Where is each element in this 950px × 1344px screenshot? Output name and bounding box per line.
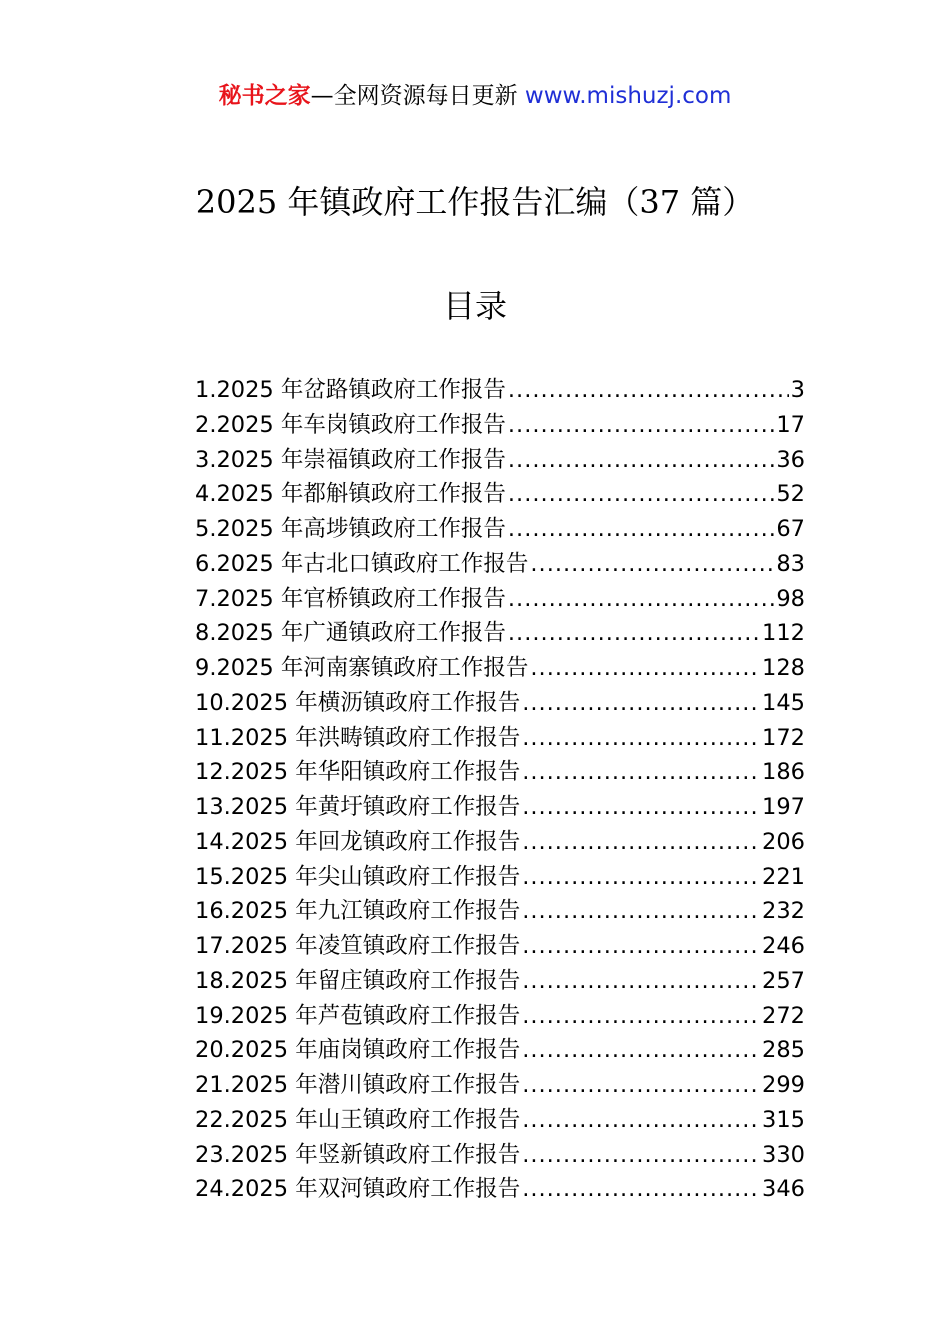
toc-entry-label: 7.2025 年官桥镇政府工作报告 bbox=[195, 585, 506, 612]
toc-entry-label: 4.2025 年都斛镇政府工作报告 bbox=[195, 481, 506, 508]
toc-entry-label: 1.2025 年岔路镇政府工作报告 bbox=[195, 377, 506, 403]
toc-dot-leader bbox=[522, 860, 760, 895]
toc-entry[interactable] bbox=[195, 1103, 805, 1138]
toc-entry-label: 3.2025 年崇福镇政府工作报告 bbox=[195, 446, 506, 473]
toc-entry-label: 5.2025 年高埗镇政府工作报告 bbox=[195, 516, 506, 542]
toc-entry-page: 285 bbox=[762, 1037, 805, 1064]
toc-entry[interactable] bbox=[195, 1138, 805, 1173]
toc-entry[interactable] bbox=[195, 373, 805, 408]
site-tagline: —全网资源每日更新 bbox=[310, 83, 525, 109]
toc-entry-page: 98 bbox=[776, 585, 805, 612]
toc-dot-leader bbox=[522, 1172, 760, 1207]
toc-entry[interactable] bbox=[195, 999, 805, 1034]
toc-entry-page: 346 bbox=[762, 1176, 805, 1203]
toc-entry[interactable] bbox=[195, 616, 805, 651]
toc-dot-leader bbox=[508, 616, 760, 651]
toc-entry[interactable] bbox=[195, 408, 805, 443]
toc-dot-leader bbox=[530, 651, 760, 686]
toc-entry[interactable] bbox=[195, 582, 805, 617]
toc-dot-leader bbox=[530, 547, 774, 582]
toc-entry-label: 8.2025 年广通镇政府工作报告 bbox=[195, 620, 506, 647]
toc-entry-page: 330 bbox=[762, 1141, 805, 1168]
toc-entry-page: 145 bbox=[762, 689, 805, 716]
toc-dot-leader bbox=[508, 582, 774, 617]
toc-entry-label: 20.2025 年庙岗镇政府工作报告 bbox=[195, 1037, 521, 1064]
toc-entry-label: 9.2025 年河南寨镇政府工作报告 bbox=[195, 655, 529, 681]
toc-entry-page: 246 bbox=[762, 933, 805, 959]
toc-entry[interactable] bbox=[195, 825, 805, 860]
toc-dot-leader bbox=[508, 373, 789, 408]
toc-entry-page: 232 bbox=[762, 898, 805, 925]
toc-dot-leader bbox=[522, 1138, 760, 1173]
toc-entry-page: 112 bbox=[762, 620, 805, 647]
toc-entry[interactable] bbox=[195, 1033, 805, 1068]
toc-entry-page: 52 bbox=[776, 481, 805, 508]
toc-entry[interactable] bbox=[195, 1068, 805, 1103]
toc-dot-leader bbox=[508, 477, 774, 512]
toc-entry[interactable] bbox=[195, 547, 805, 582]
toc-entry-label: 14.2025 年回龙镇政府工作报告 bbox=[195, 828, 521, 855]
toc-dot-leader bbox=[522, 999, 760, 1034]
table-of-contents bbox=[195, 373, 805, 1207]
toc-entry[interactable] bbox=[195, 1172, 805, 1207]
toc-dot-leader bbox=[522, 1068, 760, 1103]
toc-dot-leader bbox=[522, 1103, 760, 1138]
toc-entry-page: 17 bbox=[776, 411, 805, 438]
toc-entry[interactable] bbox=[195, 477, 805, 512]
toc-entry-label: 13.2025 年黄圩镇政府工作报告 bbox=[195, 794, 521, 820]
toc-entry-page: 315 bbox=[762, 1106, 805, 1133]
toc-entry[interactable] bbox=[195, 721, 805, 756]
toc-entry-page: 299 bbox=[762, 1072, 805, 1098]
site-url-link[interactable]: www.mishuzj.com bbox=[524, 83, 732, 109]
document-title: 2025 年镇政府工作报告汇编（37 篇） bbox=[195, 183, 755, 221]
toc-dot-leader bbox=[522, 825, 760, 860]
toc-dot-leader bbox=[522, 964, 760, 999]
toc-entry[interactable] bbox=[195, 929, 805, 964]
toc-entry-label: 17.2025 年凌笪镇政府工作报告 bbox=[195, 933, 521, 959]
toc-entry-page: 67 bbox=[776, 516, 805, 542]
toc-entry[interactable] bbox=[195, 860, 805, 895]
toc-entry-label: 6.2025 年古北口镇政府工作报告 bbox=[195, 550, 529, 577]
toc-entry-page: 206 bbox=[762, 828, 805, 855]
toc-entry-page: 172 bbox=[762, 724, 805, 751]
toc-entry-label: 2.2025 年车岗镇政府工作报告 bbox=[195, 411, 506, 438]
toc-entry-label: 22.2025 年山王镇政府工作报告 bbox=[195, 1106, 521, 1133]
toc-entry-label: 24.2025 年双河镇政府工作报告 bbox=[195, 1176, 521, 1203]
toc-entry-label: 10.2025 年横沥镇政府工作报告 bbox=[195, 689, 521, 716]
toc-entry-page: 257 bbox=[762, 967, 805, 994]
toc-dot-leader bbox=[508, 512, 774, 547]
toc-entry-label: 21.2025 年潜川镇政府工作报告 bbox=[195, 1072, 521, 1098]
toc-entry[interactable] bbox=[195, 512, 805, 547]
toc-entry[interactable] bbox=[195, 894, 805, 929]
toc-entry-page: 186 bbox=[762, 759, 805, 786]
toc-entry-label: 19.2025 年芦苞镇政府工作报告 bbox=[195, 1002, 521, 1029]
toc-entry[interactable] bbox=[195, 443, 805, 478]
toc-entry-label: 11.2025 年洪畴镇政府工作报告 bbox=[195, 724, 521, 751]
toc-entry[interactable] bbox=[195, 790, 805, 825]
toc-entry[interactable] bbox=[195, 686, 805, 721]
toc-entry-page: 221 bbox=[762, 863, 805, 890]
toc-entry-page: 83 bbox=[776, 550, 805, 577]
toc-entry[interactable] bbox=[195, 755, 805, 790]
toc-dot-leader bbox=[508, 443, 774, 478]
toc-entry-label: 23.2025 年竖新镇政府工作报告 bbox=[195, 1141, 521, 1168]
toc-dot-leader bbox=[522, 894, 760, 929]
toc-dot-leader bbox=[522, 929, 760, 964]
toc-entry-label: 15.2025 年尖山镇政府工作报告 bbox=[195, 863, 521, 890]
toc-entry-label: 12.2025 年华阳镇政府工作报告 bbox=[195, 759, 521, 786]
toc-entry-page: 3 bbox=[790, 377, 805, 403]
toc-entry[interactable] bbox=[195, 651, 805, 686]
site-header bbox=[0, 78, 950, 114]
toc-dot-leader bbox=[522, 790, 760, 825]
toc-dot-leader bbox=[508, 408, 774, 443]
toc-entry-page: 272 bbox=[762, 1002, 805, 1029]
toc-entry-page: 197 bbox=[762, 794, 805, 820]
toc-entry-label: 16.2025 年九江镇政府工作报告 bbox=[195, 898, 521, 925]
toc-entry-page: 36 bbox=[776, 446, 805, 473]
toc-dot-leader bbox=[522, 1033, 760, 1068]
toc-dot-leader bbox=[522, 686, 760, 721]
brand-name: 秘书之家 bbox=[218, 83, 311, 109]
toc-entry[interactable] bbox=[195, 964, 805, 999]
toc-heading: 目录 bbox=[442, 287, 507, 325]
toc-dot-leader bbox=[522, 755, 760, 790]
toc-entry-page: 128 bbox=[762, 655, 805, 681]
toc-dot-leader bbox=[522, 721, 760, 756]
toc-entry-label: 18.2025 年留庄镇政府工作报告 bbox=[195, 967, 521, 994]
